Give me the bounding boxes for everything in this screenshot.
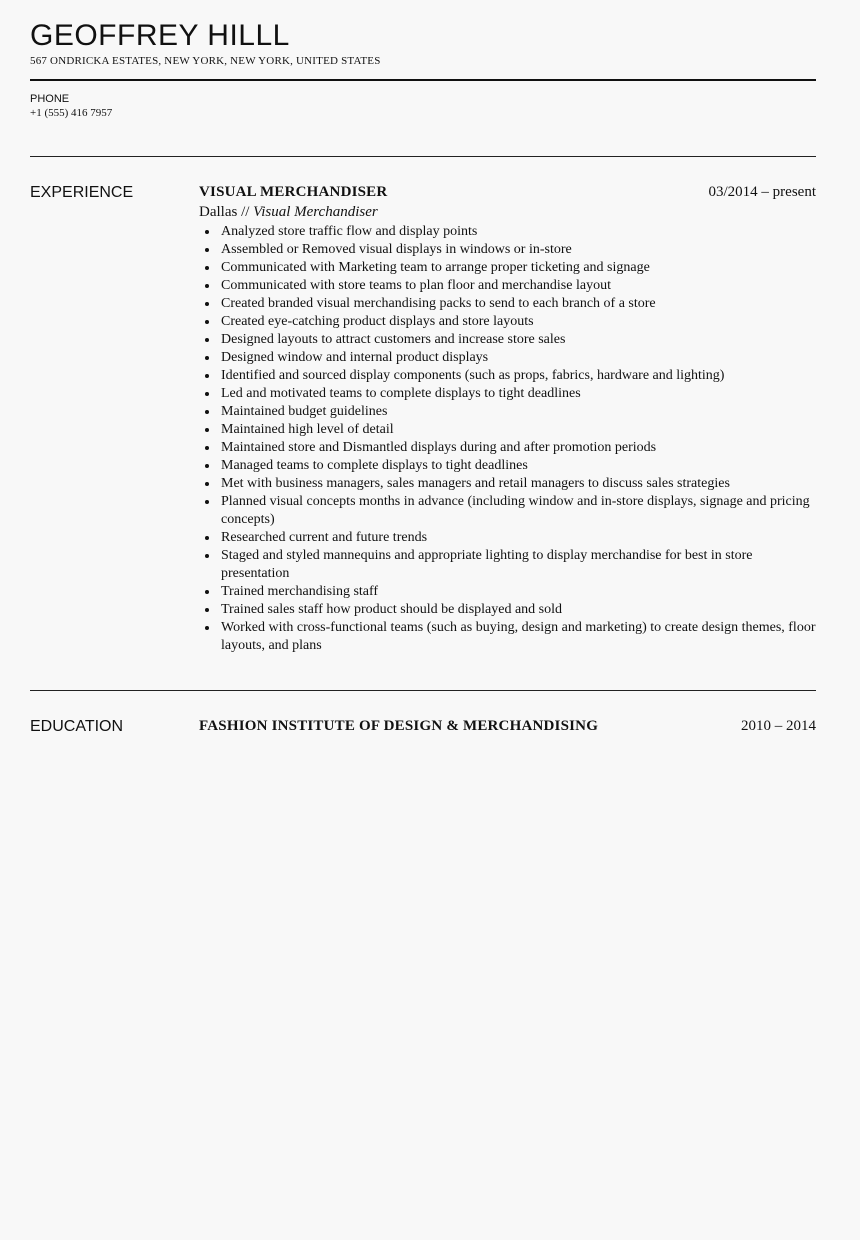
duty-item: [199, 331, 819, 349]
bullet-icon: [205, 374, 209, 378]
duties-list: [199, 223, 819, 655]
duty-text: Researched current and future trends: [221, 530, 428, 545]
duty-text: Managed teams to complete displays to tight deadlines: [221, 458, 528, 473]
bullet-icon: [205, 554, 209, 558]
duty-item: [199, 583, 819, 601]
duty-item: [199, 601, 819, 619]
duty-text: Maintained budget guidelines: [221, 404, 388, 419]
job-dates: 03/2014 – present: [708, 184, 816, 200]
section-divider: [30, 156, 816, 157]
bullet-icon: [205, 302, 209, 306]
job-location: [199, 202, 378, 222]
bullet-icon: [205, 590, 209, 594]
duty-text: Analyzed store traffic flow and display points: [221, 224, 478, 239]
duty-item: [199, 439, 819, 457]
experience-heading: EXPERIENCE: [30, 184, 134, 201]
duty-item: [199, 349, 819, 367]
duty-text: Maintained high level of detail: [221, 422, 394, 437]
education-heading: EDUCATION: [30, 718, 124, 735]
duty-text: Trained merchandising staff: [221, 584, 379, 599]
bullet-icon: [205, 428, 209, 432]
bullet-icon: [205, 248, 209, 252]
header-divider: [30, 79, 816, 81]
duty-item: [199, 241, 819, 259]
job-title: VISUAL MERCHANDISER: [199, 184, 388, 200]
duty-item: [199, 295, 819, 313]
duty-item: [199, 403, 819, 421]
duty-text: Worked with cross-functional teams (such as buying, design and marketing) to create design themes, floor layouts, and plans: [221, 620, 816, 653]
bullet-icon: [205, 410, 209, 414]
duty-text: Communicated with store teams to plan floor and merchandise layout: [221, 278, 611, 293]
bullet-icon: [205, 338, 209, 342]
bullet-icon: [205, 500, 209, 504]
bullet-icon: [205, 446, 209, 450]
bullet-icon: [205, 230, 209, 234]
duty-item: [199, 277, 819, 295]
duty-item: [199, 313, 819, 331]
duty-item: [199, 529, 819, 547]
duty-item: [199, 475, 819, 493]
section-divider: [30, 690, 816, 691]
education-dates: 2010 – 2014: [741, 718, 816, 734]
bullet-icon: [205, 608, 209, 612]
phone-number: +1 (555) 416 7957: [30, 107, 113, 119]
phone-label: PHONE: [30, 93, 70, 105]
duty-text: Staged and styled mannequins and appropriate lighting to display merchandise for best in store presentation: [221, 548, 753, 581]
duty-item: [199, 547, 819, 583]
bullet-icon: [205, 482, 209, 486]
duty-text: Designed window and internal product displays: [221, 350, 489, 365]
duty-text: Designed layouts to attract customers and increase store sales: [221, 332, 566, 347]
candidate-name: GEOFFREY HILLL: [30, 19, 290, 52]
duty-text: Assembled or Removed visual displays in windows or in-store: [221, 242, 572, 257]
duty-text: Met with business managers, sales managers and retail managers to discuss sales strategies: [221, 476, 730, 491]
bullet-icon: [205, 266, 209, 270]
school-name: FASHION INSTITUTE OF DESIGN & MERCHANDISING: [199, 718, 599, 734]
duty-item: [199, 619, 819, 655]
address: 567 ONDRICKA ESTATES, NEW YORK, NEW YORK, UNITED STATES: [30, 55, 381, 67]
duty-text: Planned visual concepts months in advance (including window and in-store displays, signage and pricing concepts): [221, 494, 810, 527]
duty-text: Created eye-catching product displays and store layouts: [221, 314, 534, 329]
duty-text: Communicated with Marketing team to arrange proper ticketing and signage: [221, 260, 650, 275]
duty-item: [199, 223, 819, 241]
duty-item: [199, 259, 819, 277]
bullet-icon: [205, 392, 209, 396]
duty-text: Created branded visual merchandising packs to send to each branch of a store: [221, 296, 656, 311]
job-city: Dallas //: [199, 204, 254, 220]
bullet-icon: [205, 464, 209, 468]
job-role: Visual Merchandiser: [253, 204, 378, 220]
duty-text: Maintained store and Dismantled displays during and after promotion periods: [221, 440, 657, 455]
bullet-icon: [205, 536, 209, 540]
bullet-icon: [205, 284, 209, 288]
duty-text: Identified and sourced display components (such as props, fabrics, hardware and lighting): [221, 368, 725, 383]
bullet-icon: [205, 626, 209, 630]
duty-text: Trained sales staff how product should be displayed and sold: [221, 602, 563, 617]
duty-text: Led and motivated teams to complete displays to tight deadlines: [221, 386, 581, 401]
duty-item: [199, 385, 819, 403]
duty-item: [199, 367, 819, 385]
duty-item: [199, 457, 819, 475]
duty-item: [199, 493, 819, 529]
bullet-icon: [205, 356, 209, 360]
bullet-icon: [205, 320, 209, 324]
duty-item: [199, 421, 819, 439]
